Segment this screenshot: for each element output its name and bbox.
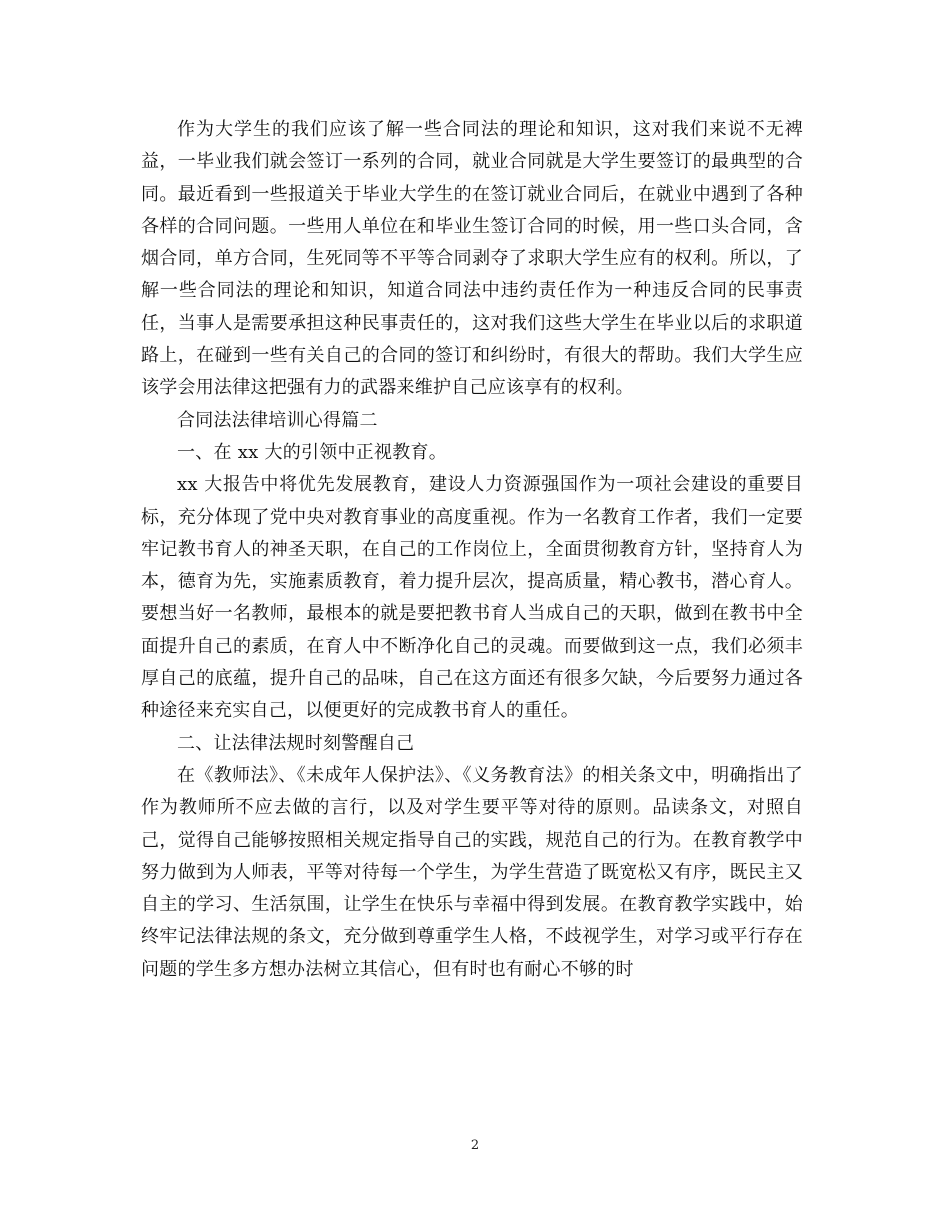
paragraph-laws-and-regulations: 在《教师法》、《未成年人保护法》、《义务教育法》的相关条文中，明确指出了作为教师所不应去做的言行，以及对学生要平等对待的原则。品读条文，对照自己，觉得自己能够按照相关规定指导自己的实践，规范自己的行为。在教育教学中努力做到为人师表，平等对待每一个学生，为学生营造了既宽松又有序，既民主又自主的学习、生活氛围，让学生在快乐与幸福中得到发展。在教育教学实践中，始终牢记法律法规的条文，充分做到尊重学生人格，不歧视学生，对学习或平行存在问题的学生多方想办法树立其信心，但有时也有耐心不够的时	[141, 764, 803, 980]
document-body	[141, 114, 803, 986]
section-title-part-two: 合同法法律培训心得篇二	[177, 409, 378, 431]
paragraph-contract-law-knowledge: 作为大学生的我们应该了解一些合同法的理论和知识，这对我们来说不无裨益，一毕业我们就会签订一系列的合同，就业合同就是大学生要签订的最典型的合同。最近看到一些报道关于毕业大学生的在签订就业合同后，在就业中遇到了各种各样的合同问题。一些用人单位在和毕业生签订合同的时候，用一些口头合同，含烟合同，单方合同，生死同等不平等合同剥夺了求职大学生应有的权利。所以，了解一些合同法的理论和知识，知道合同法中违约责任作为一种违反合同的民事责任，当事人是需要承担这种民事责任的，这对我们这些大学生在毕业以后的求职道路上，在碰到一些有关自己的合同的签订和纠纷时，有很大的帮助。我们大学生应该学会用法律这把强有力的武器来维护自己应该享有的权利。	[141, 119, 803, 399]
paragraph-education-priority: xx 大报告中将优先发展教育，建设人力资源强国作为一项社会建设的重要目标，充分体现了党中央对教育事业的高度重视。作为一名教育工作者，我们一定要牢记教书育人的神圣天职，在自己的工作岗位上，全面贯彻教育方针，坚持育人为本，德育为先，实施素质教育，着力提升层次，提高质量，精心教书，潜心育人。要想当好一名教师，最根本的就是要把教书育人当成自己的天职，做到在教书中全面提升自己的素质，在育人中不断净化自己的灵魂。而要做到这一点，我们必须丰厚自己的底蕴，提升自己的品味，自己在这方面还有很多欠缺，今后要努力通过各种途径来充实自己，以便更好的完成教书育人的重任。	[141, 474, 803, 722]
subheading-one: 一、在 xx 大的引领中正视教育。	[177, 441, 447, 463]
page-number: 2	[470, 1138, 480, 1153]
subheading-two: 二、让法律法规时刻警醒自己	[177, 732, 415, 754]
